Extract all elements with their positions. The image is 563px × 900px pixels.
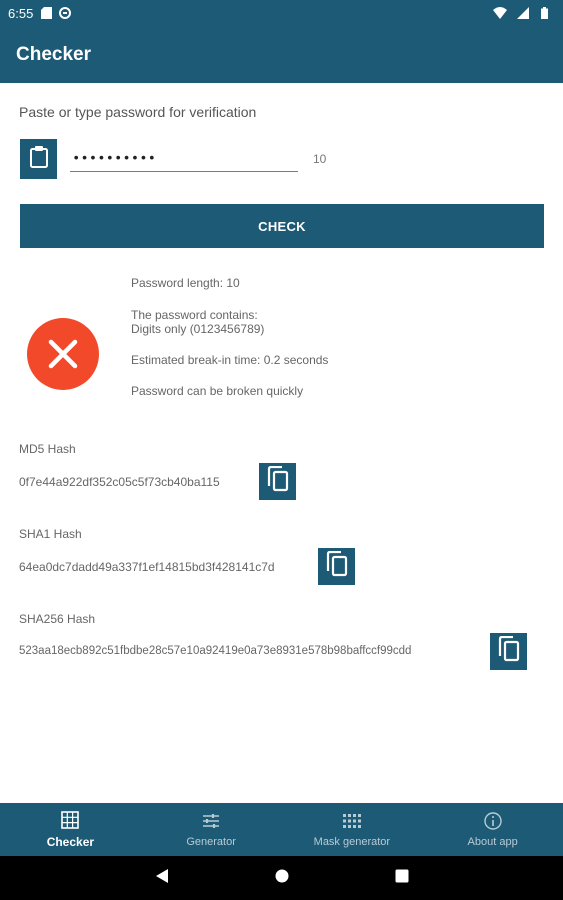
- nav-mask-generator-label: Mask generator: [313, 836, 391, 848]
- keypad-grid-icon: [342, 811, 362, 831]
- contains-detail-text: Digits only (0123456789): [131, 322, 265, 336]
- system-navigation-bar: [0, 856, 563, 900]
- checker-grid-icon: [60, 810, 80, 830]
- weak-password-icon: [27, 318, 99, 390]
- nav-checker-label: Checker: [46, 835, 95, 849]
- sha256-value: 523aa18ecb892c51fbdbe28c57e10a92419e0a73e8931e578b98baffccf99cdd: [19, 645, 412, 657]
- home-circle-icon: [275, 869, 289, 888]
- sha1-value: 64ea0dc7dadd49a337f1ef14815bd3f428141c7d: [19, 560, 275, 574]
- copy-md5-button[interactable]: [259, 463, 296, 500]
- contains-title-text: The password contains:: [131, 308, 258, 322]
- nav-generator[interactable]: [141, 803, 282, 856]
- nav-checker[interactable]: [0, 803, 141, 856]
- copy-icon: [266, 466, 290, 497]
- system-recents-button[interactable]: [342, 856, 462, 900]
- copy-icon: [325, 551, 349, 582]
- sha1-label: SHA1 Hash: [19, 527, 82, 541]
- wifi-icon: [493, 7, 505, 19]
- recents-square-icon: [395, 869, 409, 888]
- nav-mask-generator[interactable]: [282, 803, 423, 856]
- sha256-label: SHA256 Hash: [19, 612, 96, 626]
- password-length-text: Password length: 10: [131, 276, 240, 290]
- md5-value: 0f7e44a922df352c05c5f73cb40ba115: [19, 475, 220, 489]
- status-time: 6:55: [8, 5, 34, 21]
- info-icon: [483, 811, 503, 831]
- signal-icon: [517, 7, 529, 19]
- clipboard-icon: [29, 145, 49, 174]
- break-time-text: Estimated break-in time: 0.2 seconds: [131, 353, 329, 367]
- password-char-count: 10: [313, 152, 327, 166]
- system-home-button[interactable]: [222, 856, 342, 900]
- nav-about-app[interactable]: [422, 803, 563, 856]
- password-prompt: Paste or type password for verification: [19, 104, 257, 120]
- app-bar-title: Checker: [16, 43, 91, 65]
- paste-button[interactable]: [20, 139, 57, 179]
- status-bar: [0, 0, 563, 26]
- system-back-button[interactable]: [102, 856, 222, 900]
- copy-icon: [497, 636, 521, 667]
- nav-about-app-label: About app: [467, 836, 518, 848]
- verdict-text: Password can be broken quickly: [131, 384, 304, 398]
- sd-card-icon: [41, 7, 53, 19]
- bottom-navigation: [0, 803, 563, 856]
- password-input[interactable]: [70, 146, 298, 172]
- md5-label: MD5 Hash: [19, 442, 76, 456]
- check-button[interactable]: CHECK: [20, 204, 544, 248]
- data-saver-icon: [59, 7, 71, 19]
- sliders-icon: [201, 811, 221, 831]
- back-triangle-icon: [155, 868, 169, 889]
- copy-sha1-button[interactable]: [318, 548, 355, 585]
- app-bar: [0, 26, 563, 83]
- copy-sha256-button[interactable]: [490, 633, 527, 670]
- nav-generator-label: Generator: [186, 836, 236, 848]
- battery-icon: [541, 7, 549, 19]
